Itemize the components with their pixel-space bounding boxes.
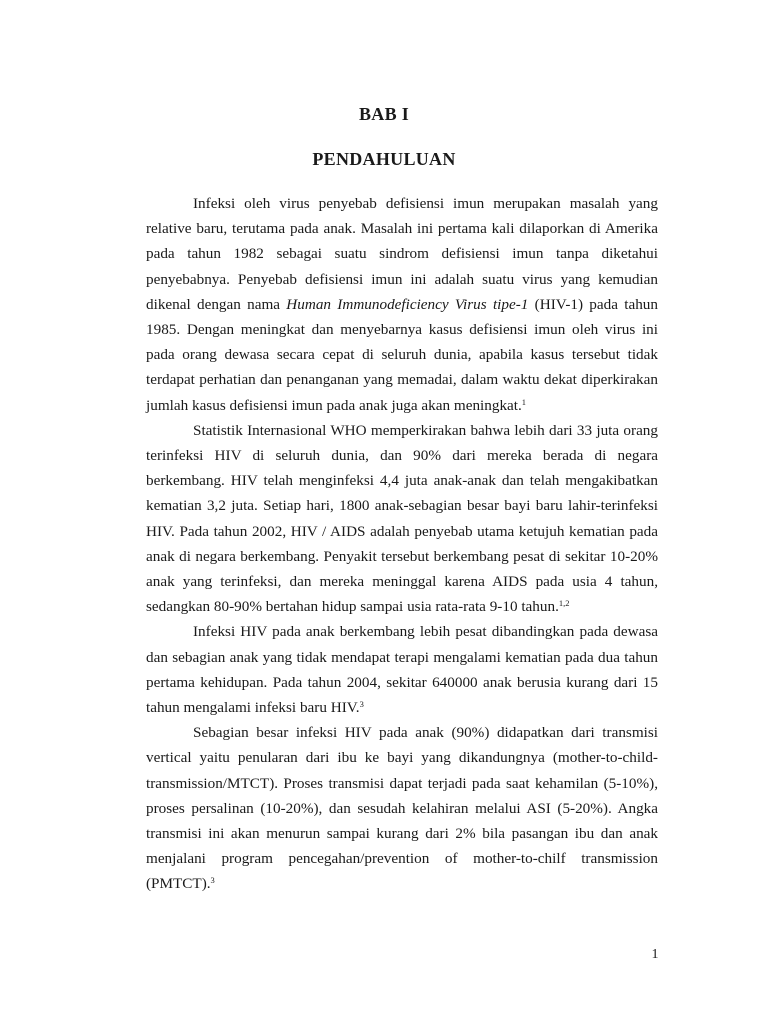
paragraph-1 xyxy=(146,191,658,418)
chapter-heading: BAB I xyxy=(358,104,409,124)
paragraph-1-text-before: Infeksi oleh virus penyebab defisiensi imun merupakan masalah yang relative baru, terutama pada anak. Masalah ini pertama kali dilaporkan di Amerika pada tahun 1982 sebagai suatu sindrom defisiensi imun tanpa diketahui penyebabnya. Penyebab defisiensi imun ini adalah suatu virus yang kemudian dikenal dengan nama xyxy=(146,195,658,313)
paragraph-4-text: Sebagian besar infeksi HIV pada anak (90%) didapatkan dari transmisi vertical yaitu penularan dari ibu ke bayi yang dikandungnya (mother-to-child-transmission/MTCT). Proses transmisi dapat terjadi pada saat kehamilan (5-10%), proses persalinan (10-20%), dan sesudah kelahiran melalui ASI (5-20%). Angka transmisi ini akan menurun sampai kurang dari 2% bila pasangan ibu dan anak menjalani program pencegahan/prevention of mother-to-chilf transmission (PMTCT). xyxy=(146,724,658,893)
paragraph-1-italic-term: Human Immunodeficiency Virus tipe-1 xyxy=(286,295,529,313)
paragraph-2-text: Statistik Internasional WHO memperkirakan bahwa lebih dari 33 juta orang terinfeksi HIV di seluruh dunia, dan 90% dari mereka berada di negara berkembang. HIV telah menginfeksi 4,4 juta anak-anak dan telah mengakibatkan kematian 3,2 juta. Setiap hari, 1800 anak-sebagian besar bayi baru lahir-terinfeksi HIV. Pada tahun 2002, HIV / AIDS adalah penyebab utama ketujuh kematian pada anak di negara berkembang. Penyakit tersebut berkembang pesat di sekitar 10-20% anak yang terinfeksi, dan mereka meninggal karena AIDS pada usia 4 tahun, sedangkan 80-90% bertahan hidup sampai usia rata-rata 9-10 tahun. xyxy=(146,421,658,616)
paragraph-1-text-after: (HIV-1) pada tahun 1985. Dengan meningkat dan menyebarnya kasus defisiensi imun oleh virus ini pada orang dewasa secara cepat di seluruh dunia, apabila kasus tersebut tidak terdapat perhatian dan penanganan yang memadai, dalam waktu dekat diperkirakan jumlah kasus defisiensi imun pada anak juga akan meningkat. xyxy=(146,295,658,414)
paragraph-4 xyxy=(146,720,658,896)
chapter-title: PENDAHULUAN xyxy=(312,149,456,169)
paragraph-4-reference: 3 xyxy=(210,875,215,886)
paragraph-3 xyxy=(146,619,658,720)
paragraph-1-reference: 1 xyxy=(521,396,527,407)
body-text xyxy=(146,191,658,897)
paragraph-3-text: Infeksi HIV pada anak berkembang lebih pesat dibandingkan pada dewasa dan sebagian anak yang tidak mendapat terapi mengalami kematian pada dua tahun pertama kehidupan. Pada tahun 2004, sekitar 640000 anak berusia kurang dari 15 tahun mengalami infeksi baru HIV. xyxy=(146,623,658,717)
page-number: 1 xyxy=(651,947,659,962)
paragraph-3-reference: 3 xyxy=(359,699,364,710)
paragraph-2-reference: 1,2 xyxy=(558,598,570,609)
paragraph-2 xyxy=(146,418,658,620)
